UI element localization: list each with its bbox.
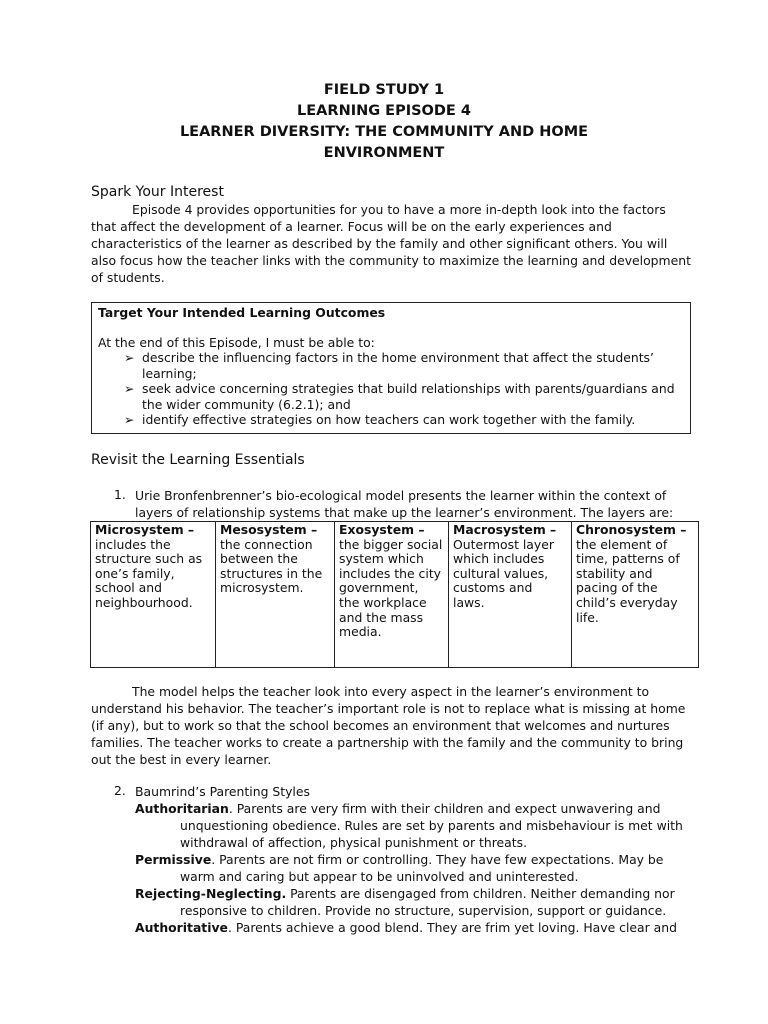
style-rejecting-neglecting xyxy=(135,885,675,919)
text-line: seek advice concerning strategies that build relationships with parents/guardians and xyxy=(142,381,675,396)
layer-name: Exosystem – xyxy=(339,522,425,537)
outcomes-intro: At the end of this Episode, I must be able to: xyxy=(98,334,375,350)
text-line: includes the city xyxy=(339,565,442,581)
outcomes-title: Target Your Intended Learning Outcomes xyxy=(98,305,386,320)
style-authoritarian xyxy=(135,800,683,851)
bronfenbrenner-intro xyxy=(135,487,673,521)
text-line: responsive to children. Provide no structure, supervision, support or guidance. xyxy=(180,903,667,918)
spark-paragraph xyxy=(91,201,691,286)
text-line: microsystem. xyxy=(220,580,304,596)
text-line: . Parents achieve a good blend. They are frim yet loving. Have clear and xyxy=(227,920,677,935)
text-line: also focus how the teacher links with the community to maximize the learning and development xyxy=(91,253,691,268)
layer-cell-exosystem xyxy=(335,522,449,668)
document-title-block xyxy=(0,80,768,164)
layer-cell-microsystem xyxy=(91,522,216,668)
text-line: cultural values, xyxy=(453,565,549,581)
text-line: the connection xyxy=(220,536,313,552)
text-line: stability and xyxy=(576,565,653,581)
layer-cell-chronosystem xyxy=(572,522,699,668)
text-line: and the mass xyxy=(339,609,424,625)
layer-name: Mesosystem – xyxy=(220,522,318,537)
text-line: understand his behavior. The teacher’s important role is not to replace what is missing at home xyxy=(91,701,686,716)
layer-name: Chronosystem – xyxy=(576,522,687,537)
text-line: out the best in every learner. xyxy=(91,752,272,767)
text-line: . Parents are very firm with their children and expect unwavering and xyxy=(228,801,661,816)
style-name: Rejecting-Neglecting. xyxy=(135,886,287,901)
title-field-study: FIELD STUDY 1 xyxy=(323,82,445,98)
text-line: includes the xyxy=(95,536,171,552)
text-line: system which xyxy=(339,551,424,567)
parenting-styles-title: Baumrind’s Parenting Styles xyxy=(135,784,310,799)
text-line: layers of relationship systems that make up the learner’s environment. The layers are: xyxy=(135,505,674,520)
text-line: families. The teacher works to create a partnership with the family and the community to bring xyxy=(91,735,684,750)
text-line: between the xyxy=(220,551,298,567)
layer-name: Macrosystem – xyxy=(453,522,557,537)
text-line: life. xyxy=(576,609,599,625)
text-line: Parents are disengaged from children. Neither demanding nor xyxy=(286,886,675,901)
text-line: withdrawal of affection, physical punishment or threats. xyxy=(180,835,528,850)
outcomes-list xyxy=(98,350,684,428)
style-authoritative xyxy=(135,919,677,936)
arrow-bullet-icon: ➢ xyxy=(124,381,135,396)
table-row xyxy=(91,522,699,668)
model-paragraph xyxy=(91,683,685,768)
text-line: the workplace xyxy=(339,594,427,610)
text-line: structures in the xyxy=(220,565,323,581)
arrow-bullet-icon: ➢ xyxy=(124,350,135,365)
text-line: Episode 4 provides opportunities for you to have a more in-depth look into the factors xyxy=(132,202,666,217)
title-learner-diversity: LEARNER DIVERSITY: THE COMMUNITY AND HOME xyxy=(179,124,589,140)
arrow-bullet-icon: ➢ xyxy=(124,412,135,427)
style-name: Authoritarian xyxy=(135,801,229,816)
text-line: the wider community (6.2.1); and xyxy=(142,396,351,412)
text-line: customs and xyxy=(453,580,533,596)
text-line: structure such as xyxy=(95,551,203,567)
text-line: . Parents are not firm or controlling. They have few expectations. May be xyxy=(211,852,664,867)
text-line: (if any), but to work so that the school becomes an environment that welcomes and nurtures xyxy=(91,718,670,733)
title-environment: ENVIRONMENT xyxy=(323,145,445,161)
layer-name: Microsystem – xyxy=(95,522,195,537)
text-line: that affect the development of a learner. Focus will be on the early experiences and xyxy=(91,219,612,234)
text-line: child’s everyday xyxy=(576,594,678,610)
text-line: learning; xyxy=(142,365,197,381)
text-line: government, xyxy=(339,580,419,596)
text-line: Urie Bronfenbrenner’s bio-ecological model presents the learner within the context of xyxy=(135,488,667,503)
layer-cell-macrosystem xyxy=(449,522,572,668)
ecological-layers-table xyxy=(90,521,699,668)
text-line: the element of xyxy=(576,536,668,552)
spark-heading: Spark Your Interest xyxy=(91,184,224,200)
title-learning-episode: LEARNING EPISODE 4 xyxy=(297,103,471,119)
layer-cell-mesosystem xyxy=(216,522,335,668)
list-item xyxy=(98,350,684,381)
text-line: identify effective strategies on how teachers can work together with the family. xyxy=(142,412,636,427)
list-number: 2. xyxy=(114,783,126,798)
text-line: Outermost layer xyxy=(453,536,554,552)
text-line: school and xyxy=(95,580,162,596)
text-line: media. xyxy=(339,624,382,640)
text-line: time, patterns of xyxy=(576,551,680,567)
text-line: which includes xyxy=(453,551,545,567)
text-line: warm and caring but appear to be uninvolved and uninterested. xyxy=(180,869,579,884)
style-name: Authoritative xyxy=(135,920,228,935)
list-item xyxy=(98,381,684,412)
list-number: 1. xyxy=(114,487,126,502)
text-line: The model helps the teacher look into every aspect in the learner’s environment to xyxy=(132,684,650,699)
text-line: one’s family, xyxy=(95,565,175,581)
style-name: Permissive xyxy=(135,852,212,867)
text-line: the bigger social xyxy=(339,536,443,552)
text-line: describe the influencing factors in the home environment that affect the students’ xyxy=(142,350,654,365)
list-item xyxy=(98,412,684,428)
revisit-heading: Revisit the Learning Essentials xyxy=(91,452,305,468)
text-line: characteristics of the learner as described by the family and other significant others. You will xyxy=(91,236,668,251)
text-line: of students. xyxy=(91,270,165,285)
learning-outcomes-box xyxy=(91,302,691,434)
style-permissive xyxy=(135,851,663,885)
text-line: neighbourhood. xyxy=(95,594,193,610)
text-line: laws. xyxy=(453,594,485,610)
text-line: pacing of the xyxy=(576,580,658,596)
text-line: unquestioning obedience. Rules are set by parents and misbehaviour is met with xyxy=(180,818,683,833)
